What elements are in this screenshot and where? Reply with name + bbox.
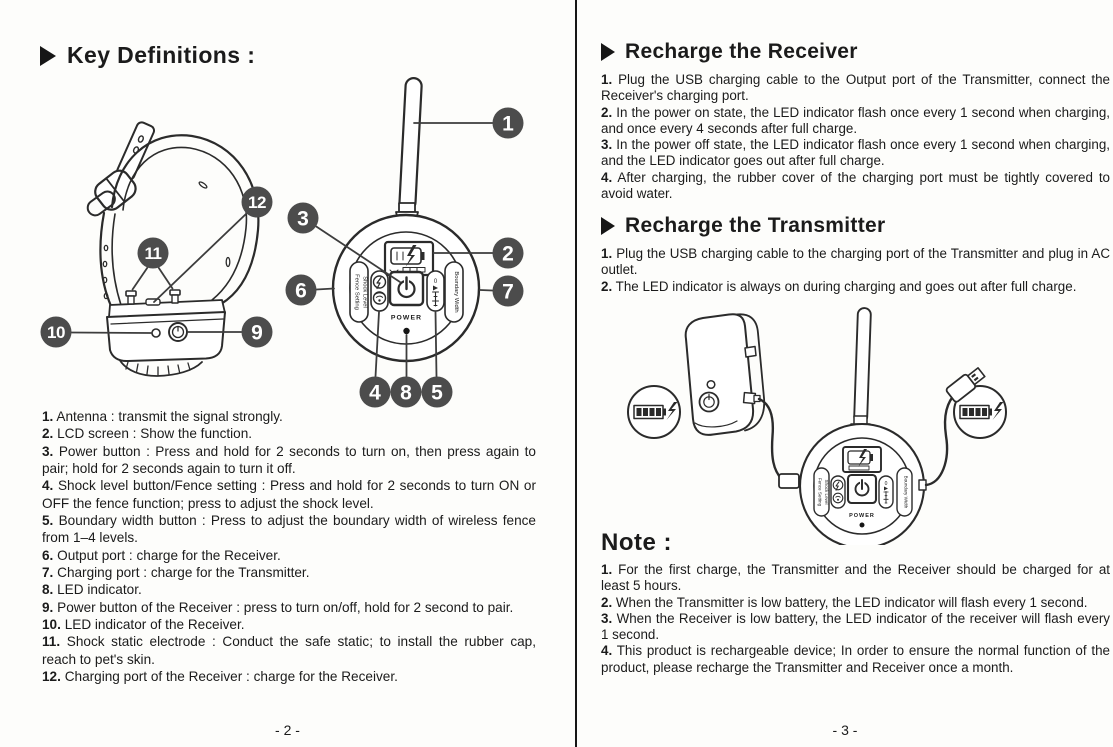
list-item: 6. Output port : charge for the Receiver. [42, 547, 281, 563]
svg-text:Boundary Width: Boundary Width [903, 475, 909, 509]
lcd-screen [843, 447, 881, 472]
svg-text:6: 6 [295, 279, 307, 303]
receiver-led-indicator [707, 381, 715, 389]
section-arrow-icon [601, 43, 615, 61]
list-item: 9. Power button of the Receiver : press to turn on/off, hold for 2 second to pair. [42, 599, 514, 615]
svg-text:5: 5 [431, 381, 443, 405]
boundary-width-label [897, 468, 912, 516]
svg-text:10: 10 [47, 323, 65, 342]
list-item: 3. When the Receiver is low battery, the LED indicator of the receiver will flash every 1 second. [601, 610, 1110, 643]
list-item: 3. Power button : Press and hold for 2 seconds to turn on, then press again to pair; hold for 2 seconds again to turn it off. [42, 443, 536, 477]
fence-setting-label [814, 468, 829, 516]
list-item: 8. LED indicator. [42, 582, 142, 598]
section-heading-recharge-receiver: Recharge the Receiver [601, 40, 858, 64]
receiver-power-button [169, 323, 187, 341]
note-list [601, 562, 1110, 676]
charging-port-cover [745, 347, 756, 358]
list-item: 4. This product is rechargeable device; In order to ensure the normal function of the product, please recharge the Transmitter and Receiver once a month. [601, 643, 1111, 675]
note-heading: Note : [601, 529, 672, 556]
list-item: 1. Antenna : transmit the signal strongly. [42, 409, 283, 424]
list-item: 3. In the power off state, the LED indicator flash once every 1 second when charging, and the LED indicator goes out after full charge. [601, 137, 1110, 169]
list-item: 11. Shock static electrode : Conduct the safe static; to install the rubber cap, reach to pet's skin. [42, 634, 537, 667]
svg-text:1: 1 [502, 112, 514, 136]
callout-10 [41, 317, 72, 348]
svg-text:Fence Setting: Fence Setting [353, 274, 360, 310]
callout-5 [422, 377, 453, 408]
list-item: 1. For the first charge, the Transmitter and the Receiver should be charged for at least 5 hours. [601, 562, 1110, 594]
svg-text:11: 11 [144, 244, 162, 263]
battery-charging-icon [628, 386, 680, 438]
antenna [399, 78, 422, 211]
fence-setting-label [350, 262, 368, 322]
svg-text:Boundary Width: Boundary Width [453, 271, 459, 313]
callout-3 [288, 203, 319, 234]
list-item: 4. After charging, the rubber cover of the charging port must be tightly covered to avoid water. [601, 169, 1111, 202]
callout-2 [493, 238, 524, 269]
receiver-side-view [686, 314, 765, 435]
key-definitions-list [42, 408, 536, 686]
power-label: POWER [849, 513, 875, 519]
svg-text:0: 0 [433, 279, 438, 285]
svg-text:Fence Setting: Fence Setting [817, 477, 823, 507]
page-title [40, 42, 255, 69]
list-item: 7. Charging port : charge for the Transmitter. [42, 565, 310, 581]
list-item: 1. Plug the USB charging cable to the Output port of the Transmitter, connect the Receiver's charging port. [601, 72, 1110, 104]
callout-9 [242, 317, 273, 348]
page-3 [577, 0, 1113, 747]
callout-6 [286, 275, 317, 306]
page-title-text: Key Definitions : [67, 42, 256, 68]
shock-level-button [831, 476, 845, 508]
callout-8 [391, 377, 422, 408]
lcd-screen [385, 242, 433, 275]
charging-diagram [622, 303, 1040, 545]
list-item: 10. LED indicator of the Receiver. [42, 617, 245, 633]
svg-text:0: 0 [884, 481, 888, 487]
list-item: 2. In the power on state, the LED indicator flash once every 1 second when charging, and once every 4 seconds after full charge. [601, 104, 1110, 136]
callout-12 [242, 187, 273, 218]
device-diagram [20, 68, 535, 413]
recharge-transmitter-list [601, 246, 1110, 295]
section-heading-recharge-transmitter: Recharge the Transmitter [601, 214, 885, 238]
boundary-width-button [879, 476, 893, 508]
boundary-width-label [445, 262, 463, 322]
antenna [854, 308, 871, 423]
section-arrow-icon [40, 46, 56, 66]
svg-text:Shock Level: Shock Level [361, 276, 368, 308]
page-number: - 2 - [275, 722, 300, 738]
svg-text:Shock Level: Shock Level [824, 479, 829, 505]
section-arrow-icon [601, 217, 615, 235]
svg-text:3: 3 [297, 207, 309, 231]
receiver-charging-port [146, 299, 160, 305]
list-item: 2. When the Transmitter is low battery, the LED indicator will flash every 1 second. [601, 594, 1088, 610]
svg-text:8: 8 [400, 381, 412, 405]
svg-text:2: 2 [502, 242, 514, 266]
receiver-power-button [700, 393, 719, 412]
list-item: 2. LCD screen : Show the function. [42, 426, 253, 442]
callout-4 [360, 377, 391, 408]
list-item: 4. Shock level button/Fence setting : Press and hold for 2 seconds to turn ON or OFF the fence function; press to adjust the shock level. [42, 478, 536, 511]
usb-cable [926, 393, 956, 485]
transmitter-power-button [848, 475, 876, 503]
list-item: 5. Boundary width button : Press to adjust the boundary width of wireless fence from 1–4 levels. [42, 513, 536, 546]
callout-11 [138, 238, 169, 269]
callout-7 [493, 276, 524, 307]
svg-text:9: 9 [251, 321, 263, 345]
page-number: - 3 - [832, 722, 858, 738]
boundary-width-button [427, 271, 444, 311]
svg-text:4: 4 [369, 381, 381, 405]
svg-text:12: 12 [248, 193, 266, 212]
list-item: 12. Charging port of the Receiver : charge for the Receiver. [42, 669, 398, 685]
transmitter-diagram [333, 78, 479, 361]
svg-text:7: 7 [502, 280, 514, 304]
receiver-collar-diagram [85, 121, 259, 376]
led-indicator [403, 328, 409, 334]
shock-level-button [371, 271, 388, 311]
transmitter-power-button [390, 272, 423, 305]
led-indicator [860, 523, 865, 528]
usb-cable [759, 399, 782, 480]
transmitter-diagram [800, 308, 924, 545]
receiver-led-indicator [152, 329, 160, 337]
power-label: POWER [390, 314, 423, 322]
list-item: 2. The LED indicator is always on during charging and goes out after full charge. [601, 278, 1077, 294]
recharge-receiver-list [601, 72, 1110, 202]
list-item: 1. Plug the USB charging cable to the charging port of the Transmitter and plug in AC outlet. [601, 246, 1110, 278]
callout-1 [493, 108, 524, 139]
